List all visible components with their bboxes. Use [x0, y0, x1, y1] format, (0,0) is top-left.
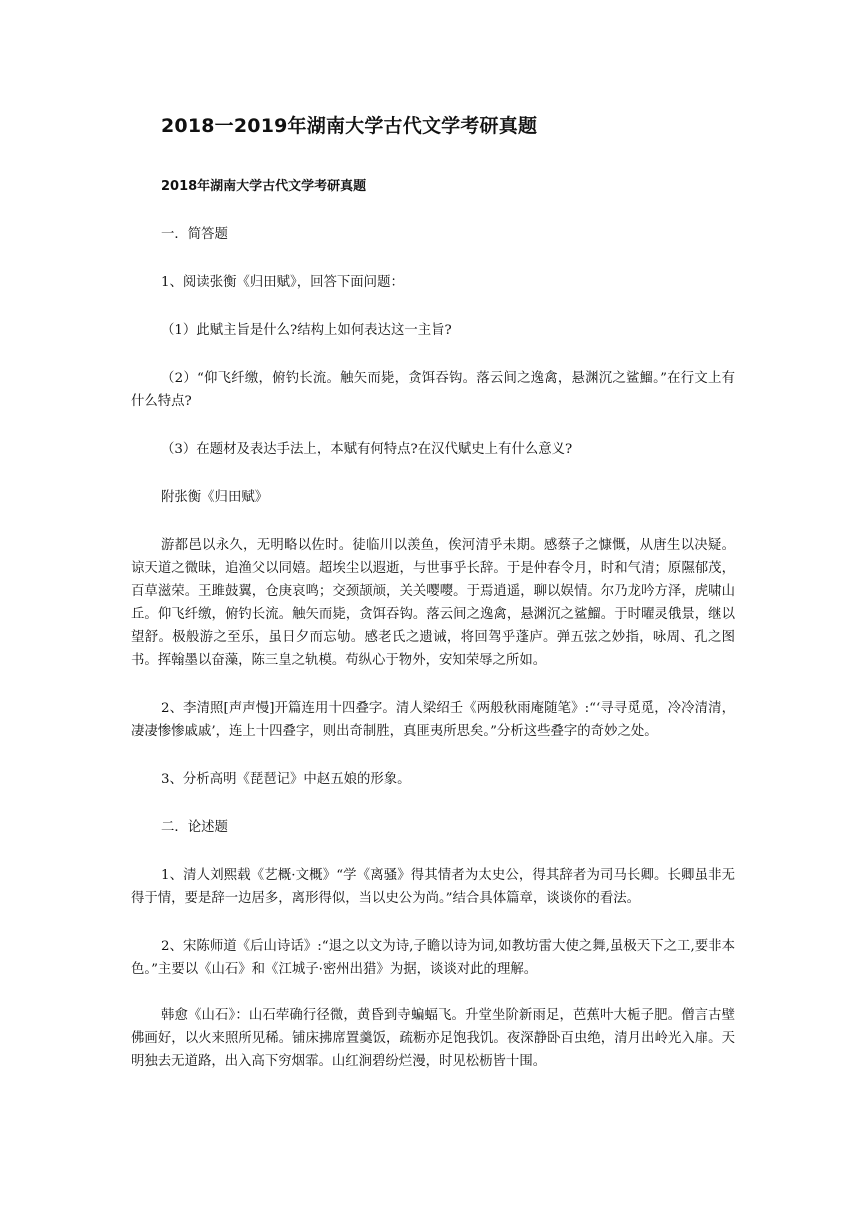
attachment-text: 游都邑以永久，无明略以佐时。徒临川以羡鱼，俟河清乎未期。感蔡子之慷慨，从唐生以决疑。谅天道之微昧，追渔父以同嬉。超埃尘以遐逝，与世事乎长辞。于是仲春令月，时和气清；原隰郁茂，百草滋荣。王雎鼓翼，仓庚哀鸣；交颈颉颃，关关嘤嘤。于焉逍遥，聊以娱情。尔乃龙吟方泽，虎啸山丘。仰飞纤缴，俯钓长流。触矢而毙，贪饵吞钩。落云间之逸禽，悬渊沉之鲨鰡。于时曜灵俄景，继以望舒。极般游之至乐，虽日夕而忘劬。感老氏之遗诫，将回驾乎蓬庐。弹五弦之妙指，咏周、孔之图书。挥翰墨以奋藻，陈三皇之轨模。苟纵心于物外，安知荣辱之所如。	[131, 538, 735, 668]
document-title: 2018一2019年湖南大学古代文学考研真题	[161, 115, 538, 137]
essay-question-1: 1、清人刘熙载《艺概·文概》“学《离骚》得其情者为太史公，得其辞者为司马长卿。长卿虽非无得于情，要是辞一边居多，离形得似，当以史公为尚。”结合具体篇章，谈谈你的看法。	[131, 868, 735, 906]
section-heading-essay: 二．论述题	[161, 820, 228, 835]
document-page	[131, 112, 735, 1073]
poem-text: 韩愈《山石》：山石荦确行径微，黄昏到寺蝙蝠飞。升堂坐阶新雨足，芭蕉叶大栀子肥。僧言古壁佛画好，以火来照所见稀。铺床拂席置羹饭，疏粝亦足饱我饥。夜深静卧百虫绝，清月出岭光入扉。天明独去无道路，出入高下穷烟霏。山红涧碧纷烂漫，时见松枥皆十围。	[131, 1008, 735, 1069]
question-1: 1、阅读张衡《归田赋》，回答下面问题：	[161, 275, 404, 290]
question-1-sub-3: （3）在题材及表达手法上，本赋有何特点?在汉代赋史上有什么意义?	[161, 442, 573, 457]
essay-question-2: 2、宋陈师道《后山诗话》:“退之以文为诗,子瞻以诗为词,如教坊雷大使之舞,虽极天下之工,要非本色。”主要以《山石》和《江城子·密州出猎》为据，谈谈对此的理解。	[131, 939, 735, 977]
question-2: 2、李清照[声声慢]开篇连用十四叠字。清人梁绍壬《两般秋雨庵随笔》:“‘寻寻觅觅，冷冷清清，凄凄惨惨戚戚’，连上十四叠字，则出奇制胜，真匪夷所思矣。”分析这些叠字的奇妙之处。	[131, 701, 735, 739]
question-1-sub-2: （2）“仰飞纤缴，俯钓长流。触矢而毙，贪饵吞钩。落云间之逸禽，悬渊沉之鲨鰡。”在行文上有什么特点?	[131, 371, 735, 409]
attachment-label: 附张衡《归田赋》	[161, 490, 269, 505]
question-3: 3、分析高明《琵琶记》中赵五娘的形象。	[161, 772, 411, 787]
section-heading-short-answer: 一．简答题	[161, 227, 228, 242]
question-1-sub-1: （1）此赋主旨是什么?结构上如何表达这一主旨?	[161, 323, 452, 338]
section-title: 2018年湖南大学古代文学考研真题	[161, 179, 367, 194]
